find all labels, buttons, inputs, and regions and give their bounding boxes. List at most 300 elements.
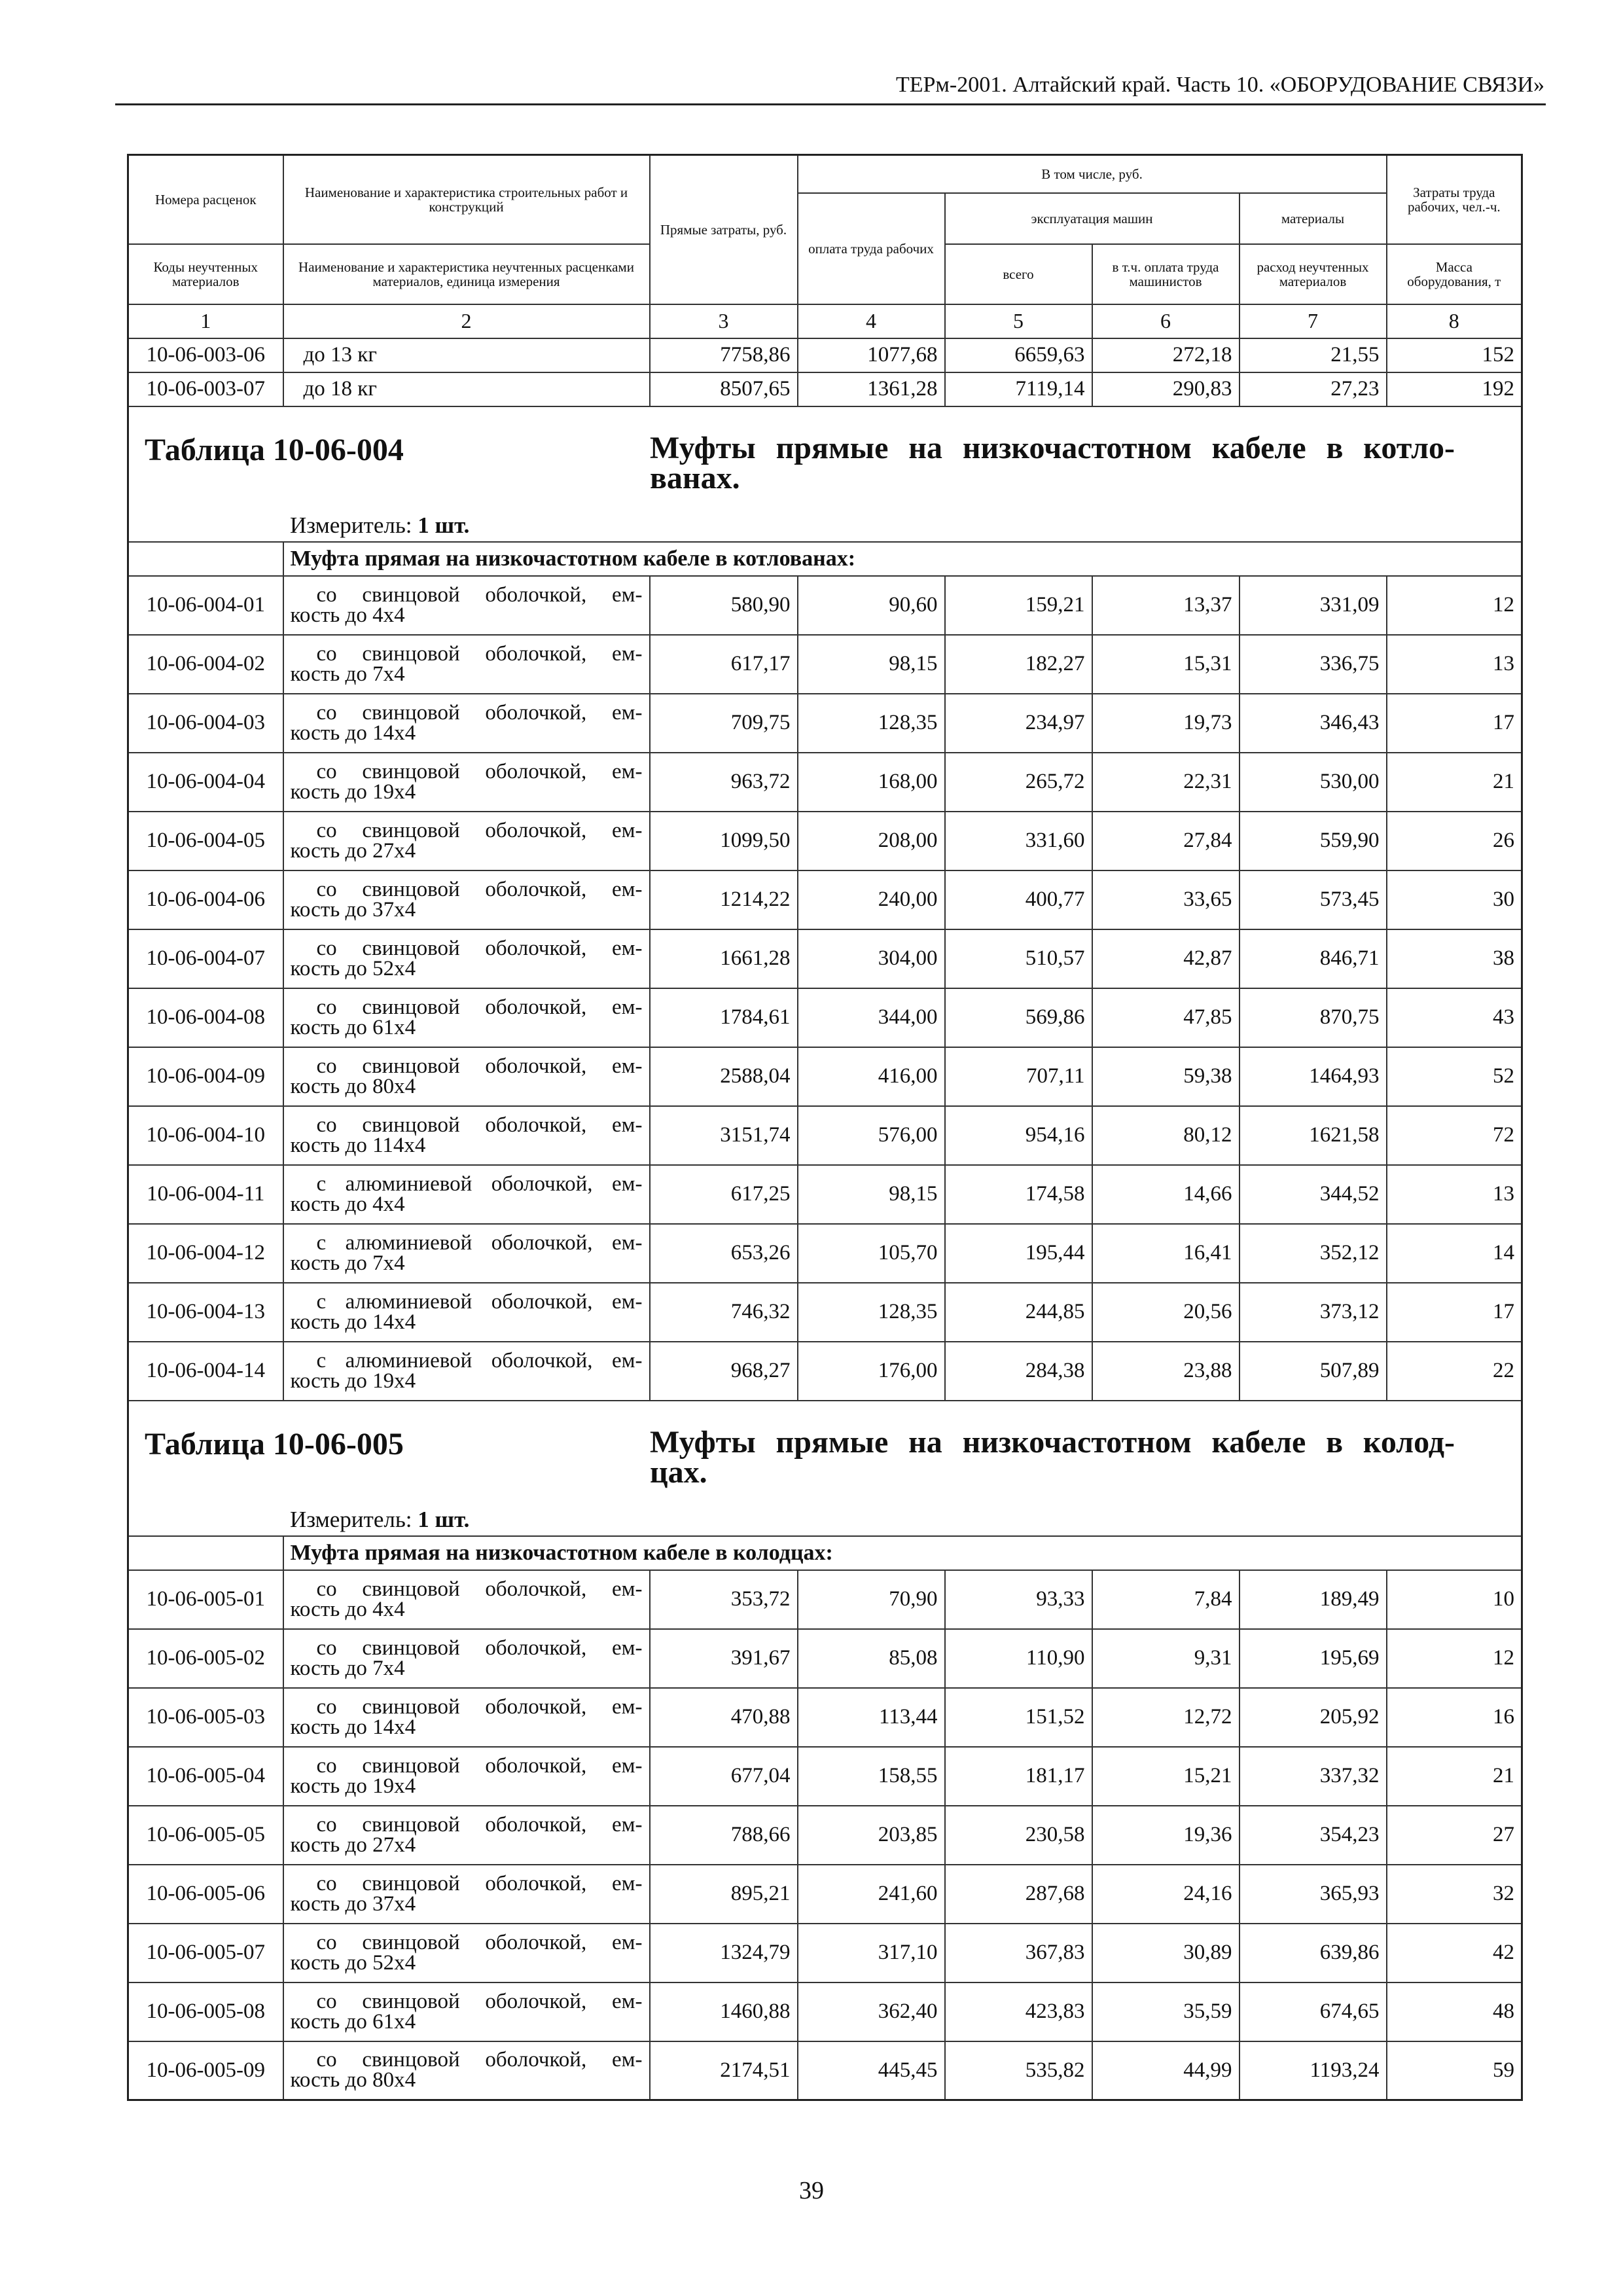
rate-name (283, 1806, 650, 1865)
table-row (128, 929, 1522, 988)
rate-code: 10-06-005-01 (128, 1570, 283, 1629)
value-cell: 265,72 (945, 753, 1092, 812)
value-cell: 22 (1387, 1342, 1522, 1401)
value-cell: 240,00 (798, 870, 945, 929)
rate-code: 10-06-004-05 (128, 812, 283, 870)
value-cell: 569,86 (945, 988, 1092, 1047)
value-cell: 80,12 (1092, 1106, 1240, 1165)
value-cell: 176,00 (798, 1342, 945, 1401)
rate-name (283, 988, 650, 1047)
value-cell: 13,37 (1092, 576, 1240, 635)
group-heading: Муфта прямая на низкочастотном кабеле в колодцах: (283, 1536, 1522, 1570)
value-cell: 284,38 (945, 1342, 1092, 1401)
header-machinists-pay: в т.ч. оплата труда машинистов (1092, 244, 1240, 304)
rate-name (283, 1165, 650, 1224)
value-cell: 13 (1387, 635, 1522, 694)
header-material-names: Наименование и характеристика неучтенных расценками материалов, единица измерения (283, 244, 650, 304)
value-cell: 93,33 (945, 1570, 1092, 1629)
column-numbers-row (128, 304, 1522, 338)
value-cell: 331,60 (945, 812, 1092, 870)
rate-name (283, 1688, 650, 1747)
value-cell: 7119,14 (945, 372, 1092, 406)
value-cell: 2588,04 (650, 1047, 798, 1106)
value-cell: 208,00 (798, 812, 945, 870)
table-row (128, 1342, 1522, 1401)
value-cell: 182,27 (945, 635, 1092, 694)
value-cell: 189,49 (1240, 1570, 1387, 1629)
value-cell: 152 (1387, 338, 1522, 372)
value-cell: 707,11 (945, 1047, 1092, 1106)
rate-code: 10-06-004-01 (128, 576, 283, 635)
value-cell: 344,00 (798, 988, 945, 1047)
table-row (128, 753, 1522, 812)
rate-name-line: со свинцовой оболочкой, ем- (316, 1812, 643, 1837)
rate-name-line: со свинцовой оболочкой, ем- (316, 2048, 643, 2072)
rate-code: 10-06-005-08 (128, 1982, 283, 2041)
value-cell: 16,41 (1092, 1224, 1240, 1283)
rate-name (283, 1106, 650, 1165)
page-number: 39 (799, 2177, 824, 2204)
value-cell: 10 (1387, 1570, 1522, 1629)
rate-name-line: со свинцовой оболочкой, ем- (316, 1989, 643, 2013)
rate-name-line: кость до 4х4 (290, 1192, 405, 1216)
rate-name-line: кость до 4х4 (290, 1597, 405, 1621)
rate-name-line: кость до 14х4 (290, 721, 416, 745)
value-cell: 59 (1387, 2041, 1522, 2100)
table-row (128, 1806, 1522, 1865)
value-cell: 52 (1387, 1047, 1522, 1106)
value-cell: 192 (1387, 372, 1522, 406)
rate-name (283, 694, 650, 753)
rate-name-line: со свинцовой оболочкой, ем- (316, 1636, 643, 1660)
value-cell: 354,23 (1240, 1806, 1387, 1865)
table-number: Таблица 10-06-004 (145, 432, 404, 467)
rate-code: 10-06-005-07 (128, 1924, 283, 1982)
rate-code: 10-06-005-03 (128, 1688, 283, 1747)
rate-name (283, 1283, 650, 1342)
meter-label: Измеритель: (290, 512, 412, 538)
header-direct-costs: Прямые затраты, руб. (650, 155, 798, 304)
rate-name-line: со свинцовой оболочкой, ем- (316, 995, 643, 1019)
value-cell: 1193,24 (1240, 2041, 1387, 2100)
value-cell: 3151,74 (650, 1106, 798, 1165)
value-cell: 195,69 (1240, 1629, 1387, 1688)
meter (290, 1507, 469, 1533)
value-cell: 21 (1387, 753, 1522, 812)
value-cell: 20,56 (1092, 1283, 1240, 1342)
rate-name-line: кость до 7х4 (290, 1251, 405, 1275)
rate-name-line: с алюминиевой оболочкой, ем- (316, 1348, 643, 1372)
value-cell: 344,52 (1240, 1165, 1387, 1224)
value-cell: 234,97 (945, 694, 1092, 753)
value-cell: 336,75 (1240, 635, 1387, 694)
value-cell: 48 (1387, 1982, 1522, 2041)
value-cell: 304,00 (798, 929, 945, 988)
table-row (128, 635, 1522, 694)
table-row (128, 1047, 1522, 1106)
rate-name (283, 1224, 650, 1283)
rate-name-line: со свинцовой оболочкой, ем- (316, 1930, 643, 1954)
rate-code: 10-06-005-06 (128, 1865, 283, 1924)
value-cell: 43 (1387, 988, 1522, 1047)
value-cell: 895,21 (650, 1865, 798, 1924)
meter-row (128, 509, 1522, 542)
rate-name-line: со свинцовой оболочкой, ем- (316, 936, 643, 960)
rate-name-line: кость до 114х4 (290, 1133, 426, 1157)
value-cell: 38 (1387, 929, 1522, 988)
value-cell: 337,32 (1240, 1747, 1387, 1806)
value-cell: 576,00 (798, 1106, 945, 1165)
value-cell: 272,18 (1092, 338, 1240, 372)
value-cell: 90,60 (798, 576, 945, 635)
value-cell: 653,26 (650, 1224, 798, 1283)
value-cell: 26 (1387, 812, 1522, 870)
value-cell: 203,85 (798, 1806, 945, 1865)
value-cell: 1077,68 (798, 338, 945, 372)
rate-name: до 13 кг (283, 338, 650, 372)
value-cell: 70,90 (798, 1570, 945, 1629)
table-title-line: ванах. (650, 460, 740, 495)
rate-code: 10-06-004-02 (128, 635, 283, 694)
column-number: 6 (1092, 304, 1240, 338)
value-cell: 241,60 (798, 1865, 945, 1924)
table-row (128, 1982, 1522, 2041)
table-title-line: цах. (650, 1454, 707, 1490)
value-cell: 373,12 (1240, 1283, 1387, 1342)
rate-code: 10-06-003-06 (128, 338, 283, 372)
table-number: Таблица 10-06-005 (145, 1426, 404, 1462)
value-cell: 559,90 (1240, 812, 1387, 870)
rate-name-line: со свинцовой оболочкой, ем- (316, 1577, 643, 1601)
table-row (128, 372, 1522, 406)
table-row (128, 1865, 1522, 1924)
value-cell: 362,40 (798, 1982, 945, 2041)
rate-name-line: кость до 52х4 (290, 956, 416, 980)
rate-name-line: со свинцовой оболочкой, ем- (316, 700, 643, 725)
rate-name-line: кость до 7х4 (290, 662, 405, 686)
rate-code: 10-06-004-03 (128, 694, 283, 753)
rate-code: 10-06-004-10 (128, 1106, 283, 1165)
table-row (128, 812, 1522, 870)
rate-code: 10-06-004-08 (128, 988, 283, 1047)
value-cell: 391,67 (650, 1629, 798, 1688)
value-cell: 230,58 (945, 1806, 1092, 1865)
value-cell: 159,21 (945, 576, 1092, 635)
table-row (128, 2041, 1522, 2100)
value-cell: 287,68 (945, 1865, 1092, 1924)
table-row (128, 1106, 1522, 1165)
value-cell: 400,77 (945, 870, 1092, 929)
value-cell: 1464,93 (1240, 1047, 1387, 1106)
header-row-1 (128, 155, 1522, 193)
rate-name (283, 1865, 650, 1924)
value-cell: 244,85 (945, 1283, 1092, 1342)
value-cell: 205,92 (1240, 1688, 1387, 1747)
rate-name-line: со свинцовой оболочкой, ем- (316, 641, 643, 666)
value-cell: 59,38 (1092, 1047, 1240, 1106)
value-cell: 617,25 (650, 1165, 798, 1224)
rate-code: 10-06-004-06 (128, 870, 283, 929)
column-number: 3 (650, 304, 798, 338)
value-cell: 30 (1387, 870, 1522, 929)
value-cell: 15,21 (1092, 1747, 1240, 1806)
value-cell: 195,44 (945, 1224, 1092, 1283)
rate-name (283, 1570, 650, 1629)
value-cell: 870,75 (1240, 988, 1387, 1047)
value-cell: 19,36 (1092, 1806, 1240, 1865)
value-cell: 1214,22 (650, 870, 798, 929)
value-cell: 14,66 (1092, 1165, 1240, 1224)
table-row (128, 870, 1522, 929)
rate-name (283, 1629, 650, 1688)
value-cell: 1099,50 (650, 812, 798, 870)
value-cell: 746,32 (650, 1283, 798, 1342)
rate-name-line: кость до 80х4 (290, 2068, 416, 2092)
group-row (128, 542, 1522, 576)
value-cell: 174,58 (945, 1165, 1092, 1224)
rate-name (283, 812, 650, 870)
header-rule (115, 103, 1546, 105)
header-work-name: Наименование и характеристика строительных работ и конструкций (283, 155, 650, 244)
value-cell: 27,23 (1240, 372, 1387, 406)
rate-code: 10-06-005-09 (128, 2041, 283, 2100)
rate-name-line: со свинцовой оболочкой, ем- (316, 877, 643, 901)
table-row (128, 1165, 1522, 1224)
rate-name-line: со свинцовой оболочкой, ем- (316, 759, 643, 783)
value-cell: 617,17 (650, 635, 798, 694)
value-cell: 17 (1387, 694, 1522, 753)
value-cell: 128,35 (798, 694, 945, 753)
header-equipment-mass: Масса оборудования, т (1387, 244, 1522, 304)
rate-name-line: с алюминиевой оболочкой, ем- (316, 1230, 643, 1255)
value-cell: 470,88 (650, 1688, 798, 1747)
rate-name-line: кость до 52х4 (290, 1950, 416, 1975)
value-cell: 846,71 (1240, 929, 1387, 988)
table-row (128, 1224, 1522, 1283)
header-labor-pay: оплата труда рабочих (798, 193, 945, 304)
value-cell: 12 (1387, 576, 1522, 635)
rate-name-line: со свинцовой оболочкой, ем- (316, 1695, 643, 1719)
header-labor-costs: Затраты труда рабочих, чел.-ч. (1387, 155, 1522, 244)
value-cell: 19,73 (1092, 694, 1240, 753)
rate-name (283, 929, 650, 988)
table-caption-row (128, 406, 1522, 509)
value-cell: 12,72 (1092, 1688, 1240, 1747)
value-cell: 98,15 (798, 635, 945, 694)
value-cell: 32 (1387, 1865, 1522, 1924)
meter-row (128, 1503, 1522, 1536)
rate-name-line: кость до 27х4 (290, 1833, 416, 1857)
value-cell: 24,16 (1092, 1865, 1240, 1924)
column-number: 1 (128, 304, 283, 338)
value-cell: 181,17 (945, 1747, 1092, 1806)
value-cell: 16 (1387, 1688, 1522, 1747)
value-cell: 445,45 (798, 2041, 945, 2100)
table-row (128, 1924, 1522, 1982)
rate-code: 10-06-003-07 (128, 372, 283, 406)
rate-name (283, 870, 650, 929)
value-cell: 317,10 (798, 1924, 945, 1982)
rate-code: 10-06-004-12 (128, 1224, 283, 1283)
value-cell: 2174,51 (650, 2041, 798, 2100)
value-cell: 331,09 (1240, 576, 1387, 635)
value-cell: 113,44 (798, 1688, 945, 1747)
value-cell: 47,85 (1092, 988, 1240, 1047)
value-cell: 21 (1387, 1747, 1522, 1806)
value-cell: 14 (1387, 1224, 1522, 1283)
value-cell: 346,43 (1240, 694, 1387, 753)
rate-code: 10-06-004-14 (128, 1342, 283, 1401)
rate-name-line: кость до 19х4 (290, 1774, 416, 1798)
column-number: 8 (1387, 304, 1522, 338)
value-cell: 7,84 (1092, 1570, 1240, 1629)
meter-cell (128, 1503, 1522, 1536)
rate-name-line: кость до 80х4 (290, 1074, 416, 1098)
value-cell: 85,08 (798, 1629, 945, 1688)
value-cell: 151,52 (945, 1688, 1092, 1747)
header-machines: эксплуатация машин (945, 193, 1240, 244)
value-cell: 8507,65 (650, 372, 798, 406)
value-cell: 1784,61 (650, 988, 798, 1047)
value-cell: 423,83 (945, 1982, 1092, 2041)
value-cell: 128,35 (798, 1283, 945, 1342)
table-title (650, 1424, 1455, 1490)
header-unaccounted-materials: расход неучтенных материалов (1240, 244, 1387, 304)
header-materials: материалы (1240, 193, 1387, 244)
rate-name-line: кость до 14х4 (290, 1310, 416, 1334)
rate-name-line: кость до 37х4 (290, 1892, 416, 1916)
value-cell: 12 (1387, 1629, 1522, 1688)
value-cell: 27 (1387, 1806, 1522, 1865)
meter (290, 512, 469, 539)
value-cell: 1361,28 (798, 372, 945, 406)
value-cell: 535,82 (945, 2041, 1092, 2100)
rate-code: 10-06-005-04 (128, 1747, 283, 1806)
running-head: ТЕРм-2001. Алтайский край. Часть 10. «ОБОРУДОВАНИЕ СВЯЗИ» (895, 73, 1544, 97)
rate-name-line: кость до 37х4 (290, 897, 416, 922)
rates-table (127, 154, 1523, 2101)
value-cell: 639,86 (1240, 1924, 1387, 1982)
group-row (128, 1536, 1522, 1570)
rate-code: 10-06-005-05 (128, 1806, 283, 1865)
column-number: 7 (1240, 304, 1387, 338)
table-title (650, 430, 1455, 495)
rate-name-line: с алюминиевой оболочкой, ем- (316, 1289, 643, 1314)
value-cell: 15,31 (1092, 635, 1240, 694)
column-number: 4 (798, 304, 945, 338)
value-cell: 416,00 (798, 1047, 945, 1106)
table-row (128, 338, 1522, 372)
rate-name-line: кость до 61х4 (290, 2009, 416, 2034)
header-including: В том числе, руб. (798, 155, 1387, 193)
rate-name (283, 1342, 650, 1401)
rate-name-line: со свинцовой оболочкой, ем- (316, 1113, 643, 1137)
value-cell: 9,31 (1092, 1629, 1240, 1688)
group-heading: Муфта прямая на низкочастотном кабеле в котлованах: (283, 542, 1522, 576)
rate-name (283, 1924, 650, 1982)
table-caption (128, 1401, 1522, 1503)
value-cell: 42 (1387, 1924, 1522, 1982)
value-cell: 23,88 (1092, 1342, 1240, 1401)
rate-code: 10-06-004-13 (128, 1283, 283, 1342)
value-cell: 788,66 (650, 1806, 798, 1865)
value-cell: 353,72 (650, 1570, 798, 1629)
value-cell: 530,00 (1240, 753, 1387, 812)
value-cell: 677,04 (650, 1747, 798, 1806)
value-cell: 507,89 (1240, 1342, 1387, 1401)
header-machines-total: всего (945, 244, 1092, 304)
value-cell: 1460,88 (650, 1982, 798, 2041)
rate-name (283, 576, 650, 635)
value-cell: 30,89 (1092, 1924, 1240, 1982)
rate-name-line: со свинцовой оболочкой, ем- (316, 818, 643, 842)
value-cell: 105,70 (798, 1224, 945, 1283)
value-cell: 98,15 (798, 1165, 945, 1224)
rate-code: 10-06-004-07 (128, 929, 283, 988)
value-cell: 168,00 (798, 753, 945, 812)
value-cell: 352,12 (1240, 1224, 1387, 1283)
value-cell: 7758,86 (650, 338, 798, 372)
rate-name: до 18 кг (283, 372, 650, 406)
value-cell: 365,93 (1240, 1865, 1387, 1924)
value-cell: 27,84 (1092, 812, 1240, 870)
rate-name-line: кость до 7х4 (290, 1656, 405, 1680)
rate-name-line: кость до 61х4 (290, 1015, 416, 1039)
table-title-line: Муфты прямые на низкочастотном кабеле в колод- (650, 1424, 1455, 1460)
meter-label: Измеритель: (290, 1506, 412, 1532)
rate-name-line: со свинцовой оболочкой, ем- (316, 1753, 643, 1778)
rate-code: 10-06-005-02 (128, 1629, 283, 1688)
value-cell: 42,87 (1092, 929, 1240, 988)
value-cell: 367,83 (945, 1924, 1092, 1982)
rate-name-line: со свинцовой оболочкой, ем- (316, 1054, 643, 1078)
rate-code: 10-06-004-04 (128, 753, 283, 812)
value-cell: 17 (1387, 1283, 1522, 1342)
table-title-line: Муфты прямые на низкочастотном кабеле в котло- (650, 430, 1455, 465)
value-cell: 1661,28 (650, 929, 798, 988)
value-cell: 963,72 (650, 753, 798, 812)
rate-name (283, 1047, 650, 1106)
rate-name (283, 2041, 650, 2100)
table-row (128, 1570, 1522, 1629)
table-row (128, 1283, 1522, 1342)
rate-code: 10-06-004-11 (128, 1165, 283, 1224)
value-cell: 22,31 (1092, 753, 1240, 812)
value-cell: 21,55 (1240, 338, 1387, 372)
header-material-codes: Коды неучтенных материалов (128, 244, 283, 304)
rate-name-line: кость до 19х4 (290, 780, 416, 804)
rate-code: 10-06-004-09 (128, 1047, 283, 1106)
rate-name (283, 1747, 650, 1806)
value-cell: 954,16 (945, 1106, 1092, 1165)
value-cell: 290,83 (1092, 372, 1240, 406)
value-cell: 158,55 (798, 1747, 945, 1806)
table-row (128, 988, 1522, 1047)
rate-name-line: кость до 14х4 (290, 1715, 416, 1739)
table-row (128, 1688, 1522, 1747)
value-cell: 44,99 (1092, 2041, 1240, 2100)
value-cell: 580,90 (650, 576, 798, 635)
header-rate-numbers: Номера расценок (128, 155, 283, 244)
value-cell: 13 (1387, 1165, 1522, 1224)
value-cell: 573,45 (1240, 870, 1387, 929)
value-cell: 6659,63 (945, 338, 1092, 372)
rate-name (283, 753, 650, 812)
column-number: 2 (283, 304, 650, 338)
table-row (128, 576, 1522, 635)
meter-cell (128, 509, 1522, 542)
value-cell: 510,57 (945, 929, 1092, 988)
